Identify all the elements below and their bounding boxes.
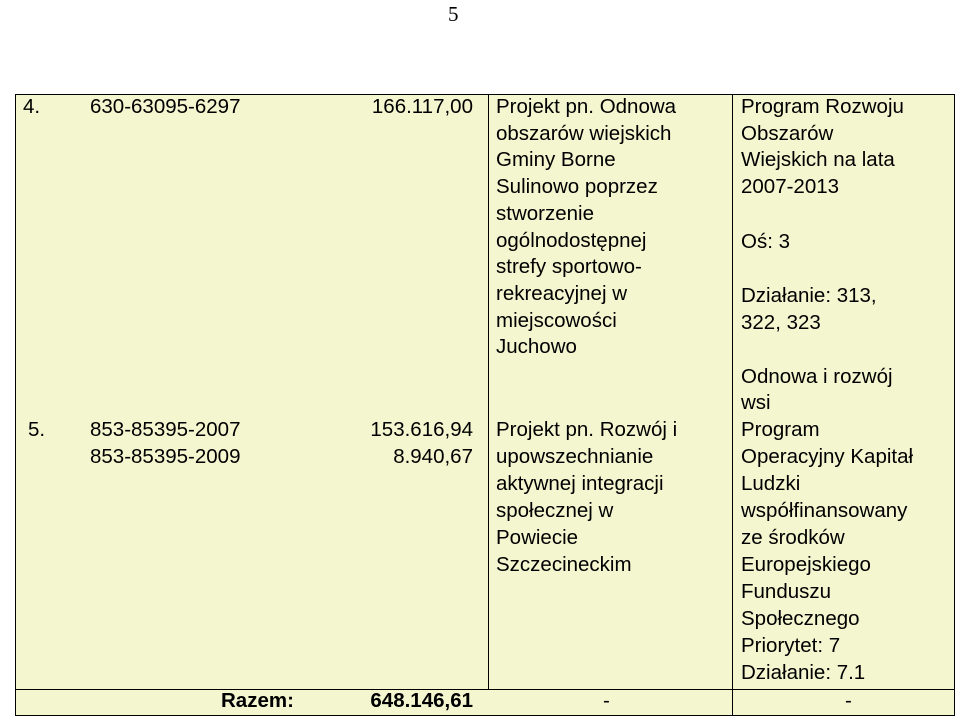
total-label: Razem: bbox=[221, 689, 294, 712]
row-4-number: 4. bbox=[23, 95, 41, 118]
total-project-dash: - bbox=[603, 689, 610, 712]
row-4-classification: 630-63095-6297 bbox=[90, 95, 241, 118]
row-5-number: 5. bbox=[28, 418, 46, 441]
page-number: 5 bbox=[448, 2, 459, 26]
total-amount: 648.146,61 bbox=[370, 689, 473, 712]
column-divider bbox=[732, 95, 733, 716]
funding-table: 4. 630-63095-6297 166.117,00 Projekt pn. Odnowa obszarów wiejskich Gminy Borne Sulinowo poprzez stworzenie ogólnodostępnej strefy sportowo- rekreacyjnej w miejscowości Juchowo Program Rozwoju Obszarów Wiejskich na lata 2007-2013 Oś: 3 Działanie: 313, 322, 323 Odnowa i rozwój wsi 5. 853-85395-2007 853-85395-2009 153.616,94 8.940,67 Projekt pn. Rozwój i upowszechnianie aktywnej integracji społecznej w Powiecie Szczecineckim Program Operacyjny Kapitał Ludzki współfinansowany ze środków Europejskiego Funduszu Społecznego Priorytet: 7 Działanie: 7.1 Razem: 648.146,61 - - bbox=[15, 94, 955, 716]
row-4-amount: 166.117,00 bbox=[371, 95, 473, 118]
total-row-divider bbox=[16, 689, 954, 690]
column-divider bbox=[488, 95, 489, 690]
total-program-dash: - bbox=[845, 689, 852, 712]
